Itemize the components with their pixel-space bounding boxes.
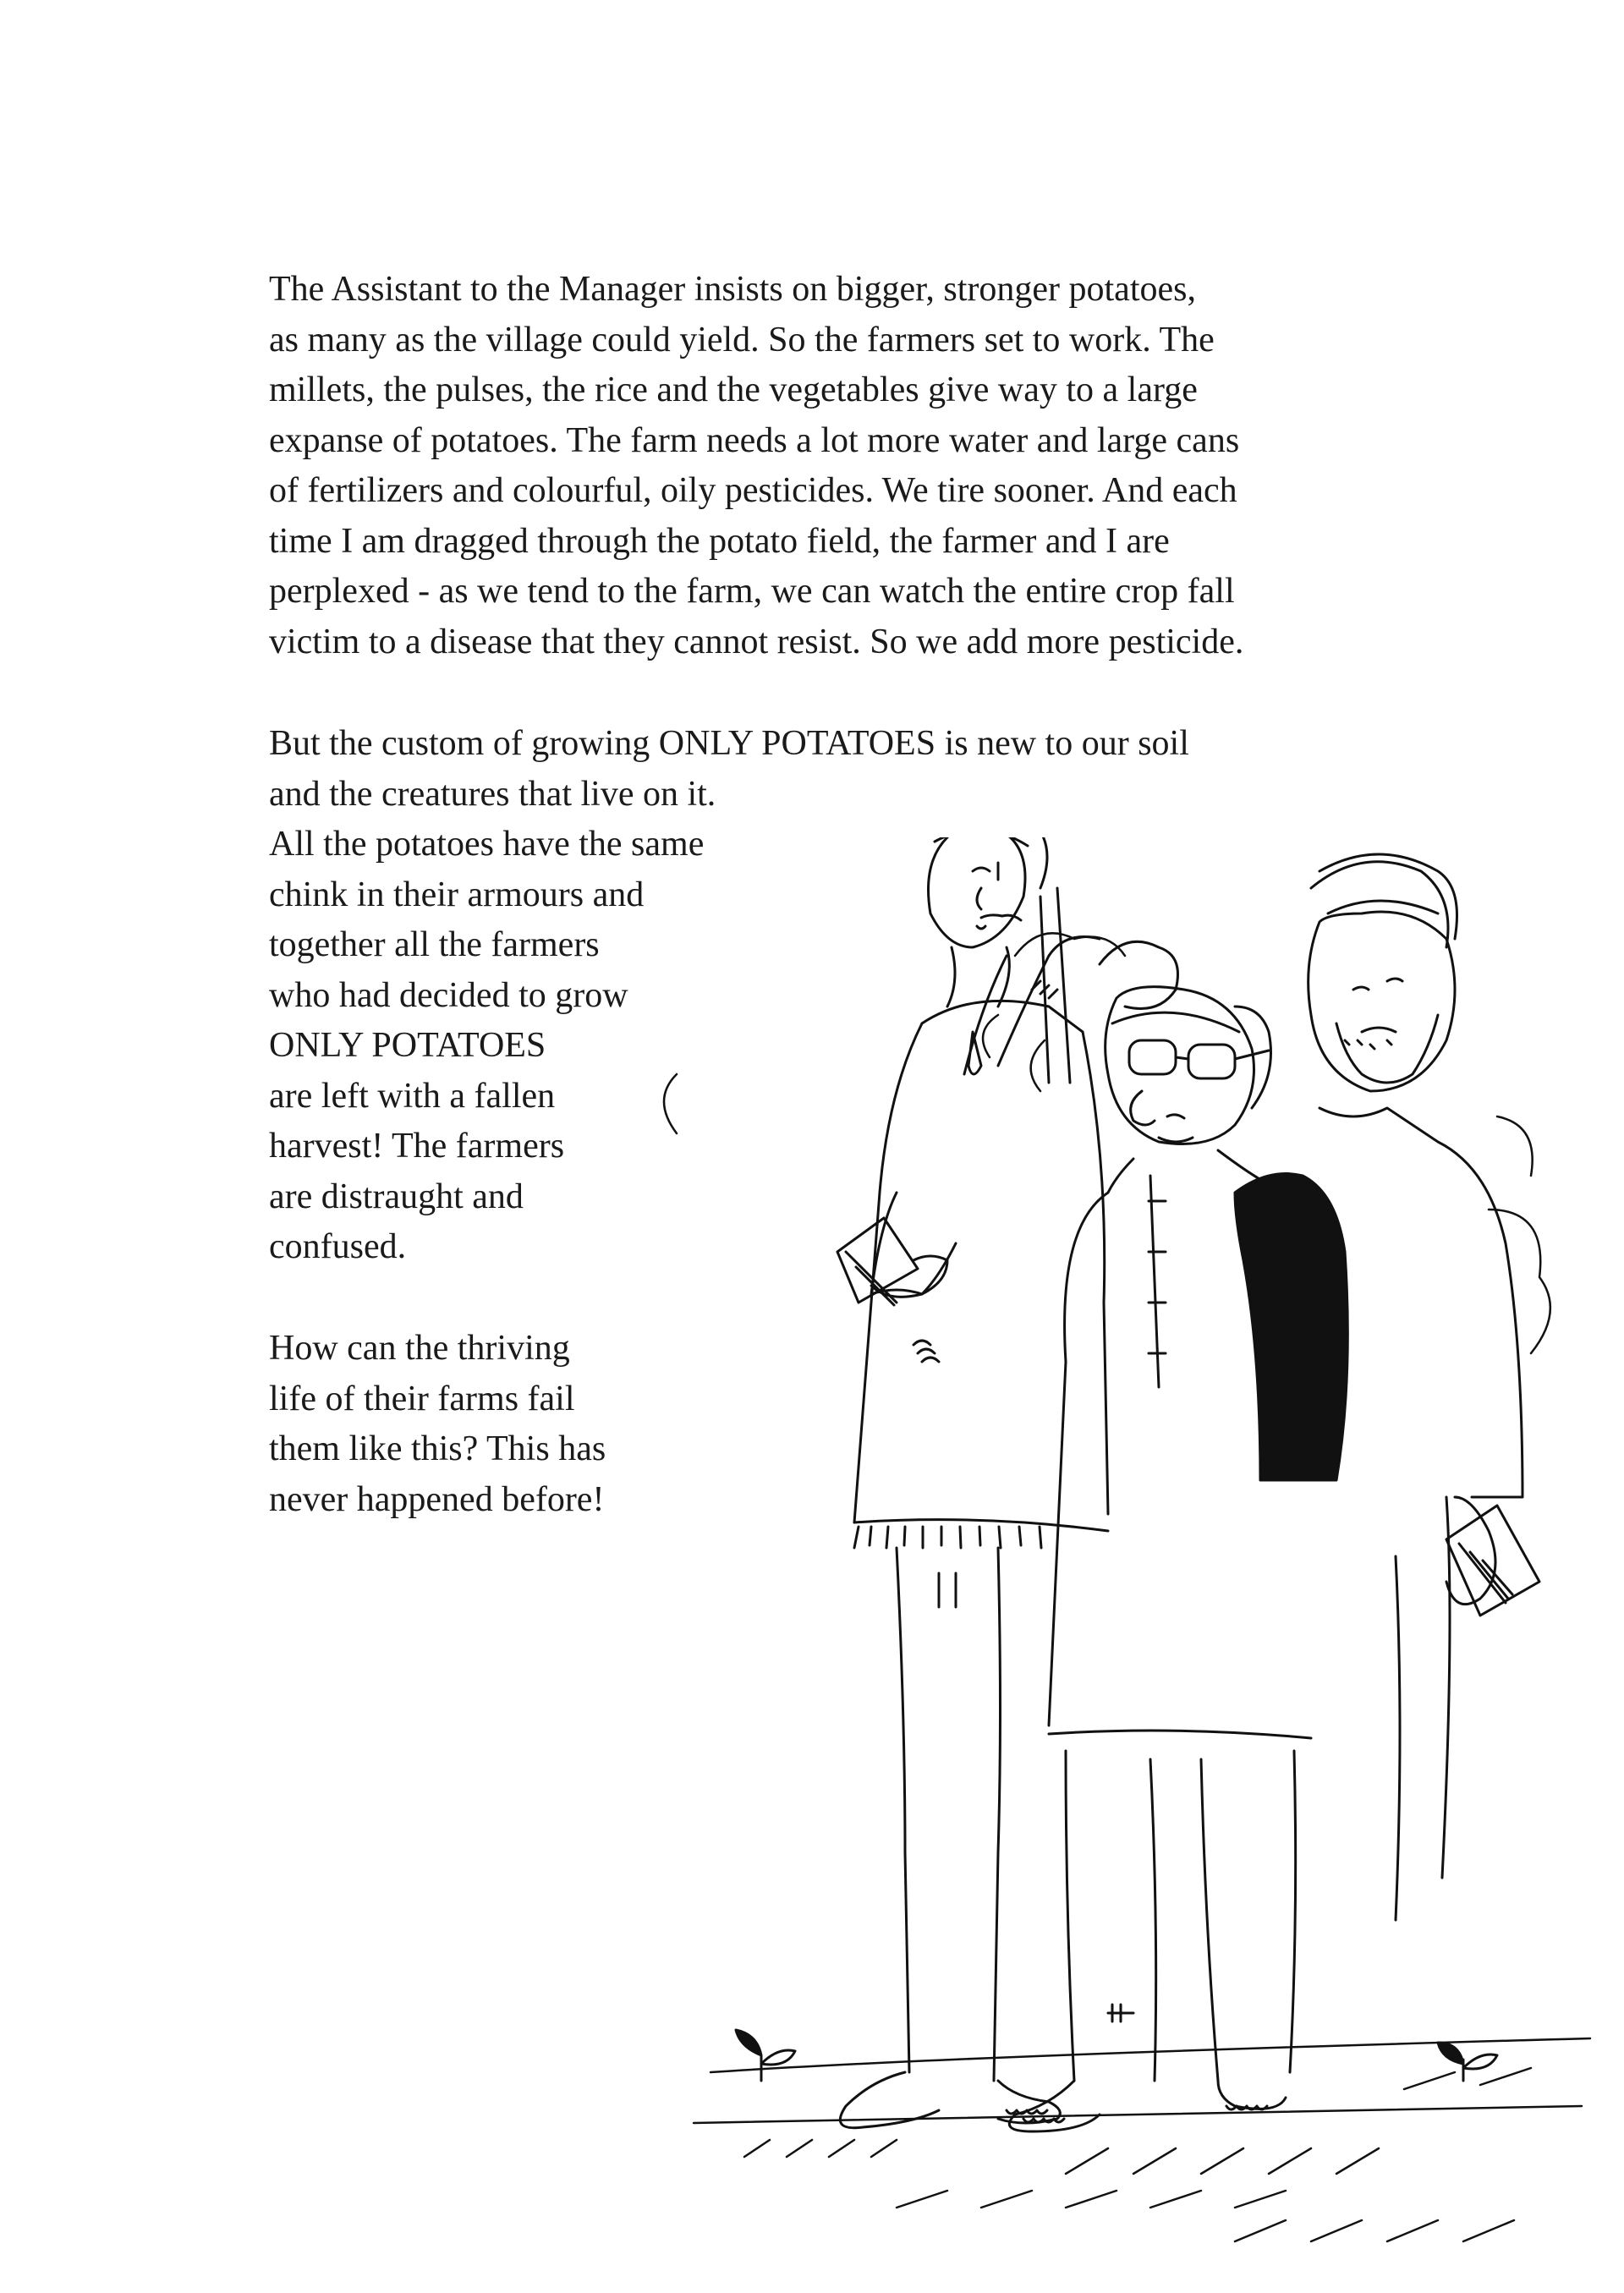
farmer-middle bbox=[964, 937, 1311, 2132]
text-line: perplexed - as we tend to the farm, we can watch the entire crop fall bbox=[269, 572, 1235, 611]
text-line: are distraught and bbox=[269, 1177, 524, 1216]
text-line: All the potatoes have the same bbox=[269, 825, 705, 864]
background-bushes bbox=[664, 933, 1550, 1353]
text-line: chink in their armours and bbox=[269, 875, 645, 914]
text-line: who had decided to grow bbox=[269, 975, 628, 1015]
text-line: expanse of potatoes. The farm needs a lot more water and large cans bbox=[269, 420, 1240, 460]
sprout-left bbox=[736, 2030, 795, 2081]
text-line: and the creatures that live on it. bbox=[269, 774, 716, 814]
text-line: victim to a disease that they cannot resist. So we add more pesticide. bbox=[269, 622, 1244, 661]
text-line: harvest! The farmers bbox=[269, 1127, 565, 1166]
text-line: of fertilizers and colourful, oily pesticides. We tire sooner. And each bbox=[269, 471, 1237, 510]
text-line: confused. bbox=[269, 1227, 407, 1266]
farmers-illustration bbox=[643, 837, 1599, 2284]
text-line: time I am dragged through the potato field, the farmer and I are bbox=[269, 521, 1170, 561]
text-line: them like this? This has bbox=[269, 1429, 606, 1468]
paragraph-question bbox=[269, 1324, 606, 1525]
text-line: millets, the pulses, the rice and the vegetables give way to a large bbox=[269, 370, 1198, 409]
field-ground bbox=[694, 2038, 1590, 2241]
text-line: as many as the village could yield. So the farmers set to work. The bbox=[269, 320, 1215, 359]
text-line: are left with a fallen bbox=[269, 1076, 556, 1116]
text-line: The Assistant to the Manager insists on bigger, stronger potatoes, bbox=[269, 270, 1196, 309]
text-line: How can the thriving bbox=[269, 1329, 570, 1368]
paragraph-potato-demand bbox=[269, 265, 1243, 667]
text-line: ONLY POTATOES bbox=[269, 1026, 546, 1065]
glasses-left-lens bbox=[1129, 1040, 1176, 1074]
text-line: But the custom of growing ONLY POTATOES is new to our soil bbox=[269, 724, 1189, 763]
glasses-right-lens bbox=[1188, 1045, 1235, 1078]
black-shawl bbox=[1235, 1174, 1347, 1481]
text-line: together all the farmers bbox=[269, 925, 600, 964]
text-line: life of their farms fail bbox=[269, 1379, 575, 1418]
text-line: never happened before! bbox=[269, 1479, 605, 1519]
